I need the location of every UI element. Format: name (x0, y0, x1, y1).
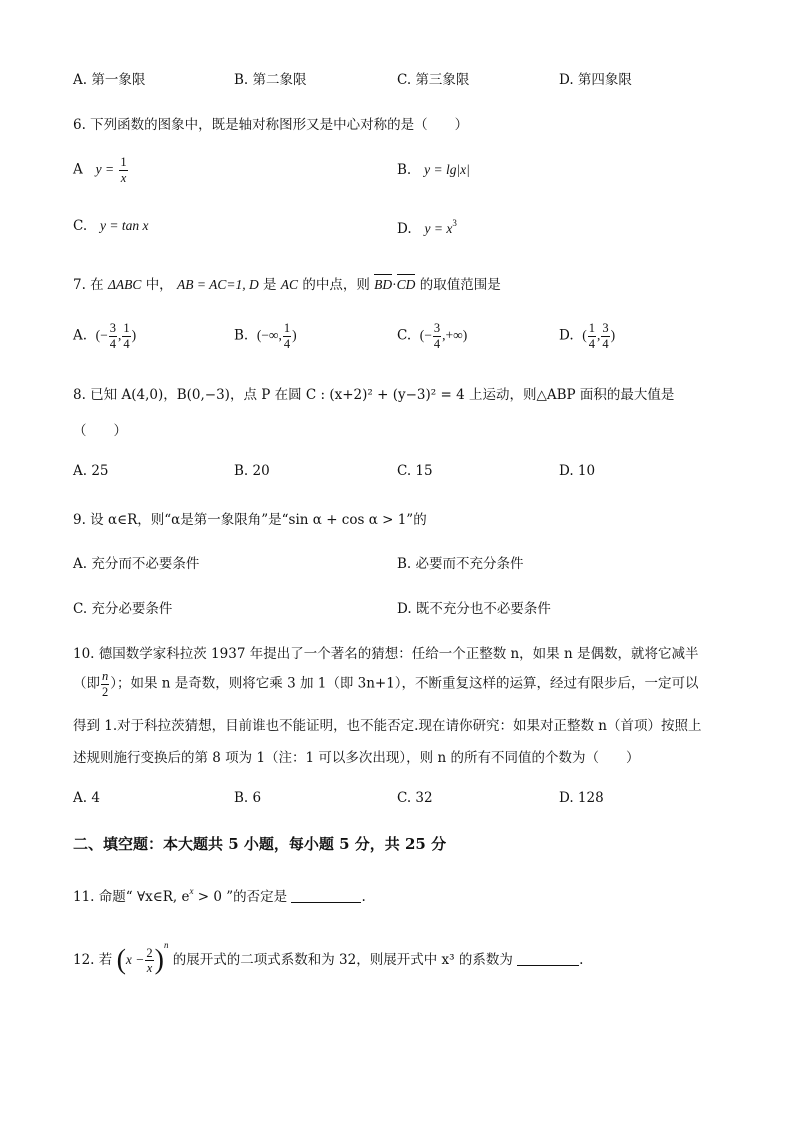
q6-option-d[interactable] (397, 218, 457, 237)
q7-suffix: 的取值范围是 (419, 277, 501, 293)
q7-c-close: ,+∞) (442, 327, 468, 343)
q7-option-d[interactable] (559, 322, 615, 350)
q7-vector-cd: CD (396, 277, 416, 292)
q8-answer-paren: （ ） (73, 423, 127, 439)
q6-a-fraction (119, 156, 127, 184)
q5-option-d[interactable]: D. 第四象限 (559, 72, 632, 88)
q7-option-b[interactable] (234, 322, 297, 350)
q6-option-b[interactable] (397, 162, 470, 178)
q7-d-close: ) (610, 327, 616, 343)
q7-d-label: D. (559, 327, 574, 344)
q12-left-paren: ( (116, 944, 126, 976)
q12-fraction (145, 947, 153, 975)
q11-pre: 11. 命题“ ∀x∈R, e (73, 889, 190, 905)
q10-option-b[interactable]: B. 6 (234, 790, 262, 806)
q6-b-label: B. (397, 162, 412, 178)
q6-a-lhs: y = (95, 161, 115, 177)
q7-a-n2: 1 (123, 321, 130, 335)
q7-stem (73, 273, 501, 293)
q8-option-c[interactable]: C. 15 (397, 463, 433, 479)
q10-option-c[interactable]: C. 32 (397, 790, 433, 806)
q7-mid3: 的中点，则 (302, 277, 370, 293)
q7-a-d2: 4 (123, 336, 130, 351)
q7-b-close: ) (292, 327, 297, 343)
q7-a-open: (− (95, 327, 108, 343)
q8-option-a[interactable]: A. 25 (73, 463, 109, 479)
q8-stem: 8. 已知 A(4,0)，B(0,−3)，点 P 在圆 C : (x+2)² + (y−3)² = 4 上运动，则△ABP 面积的最大值是 (73, 387, 675, 403)
q7-triangle: ΔABC (107, 277, 142, 292)
q6-c-expr: y = tan x (100, 218, 149, 233)
q7-b-label: B. (234, 327, 249, 344)
q8-option-b[interactable]: B. 20 (234, 463, 270, 479)
q11-stem (73, 885, 366, 905)
q12-frac-num: 2 (146, 945, 153, 960)
q9-stem: 9. 设 α∈R，则“α是第一象限角”是“sin α + cos α > 1”的 (73, 512, 427, 528)
q7-dot: · (392, 277, 397, 292)
q9-option-a[interactable]: A. 充分而不必要条件 (73, 556, 200, 572)
q6-a-label: A (73, 161, 83, 178)
q10-line-4: 述规则施行变换后的第 8 项为 1（注：1 可以多次出现），则 n 的所有不同值的个数为（ ） (73, 750, 640, 766)
q6-c-label: C. (73, 218, 88, 234)
q7-b-n: 1 (283, 321, 291, 335)
q5-option-c[interactable]: C. 第三象限 (397, 72, 470, 88)
q8-option-d[interactable]: D. 10 (559, 463, 596, 479)
q12-pre: 12. 若 (73, 952, 113, 968)
q7-c-n: 3 (433, 321, 441, 335)
q7-ac: AC (280, 277, 299, 292)
q10-line-1: 10. 德国数学家科拉茨 1937 年提出了一个著名的猜想：任给一个正整数 n，如果 n 是偶数，就将它减半 (73, 646, 699, 662)
q12-end: . (579, 952, 584, 968)
q12-binomial-x: x − (125, 952, 145, 967)
q7-prefix: 7. 在 (73, 277, 104, 293)
q10-option-d[interactable]: D. 128 (559, 790, 604, 806)
q11-end: . (361, 889, 366, 905)
q6-option-a[interactable] (73, 156, 129, 184)
q12-stem (73, 940, 583, 975)
q6-d-exp: 3 (452, 218, 457, 228)
q7-c-label: C. (397, 327, 412, 344)
q7-c-open: (− (419, 327, 432, 343)
q7-c-frac (433, 322, 441, 350)
q7-mid1: 中， (145, 277, 173, 293)
q10-frac-den: 2 (102, 684, 109, 699)
q10-line2-post: ）；如果 n 是奇数，则将它乘 3 加 1（即 3n+1），不断重复这样的运算，经过有限步后，一定可以 (110, 675, 699, 692)
q6-d-label: D. (397, 221, 412, 237)
q6-option-c[interactable] (73, 218, 149, 234)
q7-d-n1: 1 (588, 321, 595, 335)
q10-line-3: 得到 1.对于科拉茨猜想，目前谁也不能证明，也不能否定.现在请你研究：如果对正整数 n（首项）按照上 (73, 718, 702, 734)
q6-b-expr: y = lg|x| (424, 162, 470, 177)
q5-option-b[interactable]: B. 第二象限 (234, 72, 307, 88)
q7-b-d: 4 (283, 336, 291, 351)
q10-frac-num: n (102, 669, 109, 683)
q12-frac-den: x (146, 961, 153, 975)
q7-d-frac2 (601, 322, 609, 350)
q7-b-open: (−∞, (256, 327, 282, 343)
q6-a-num: 1 (120, 155, 127, 169)
q7-condition: AB = AC=1, D (176, 277, 259, 292)
q7-d-d2: 4 (602, 336, 609, 351)
q7-d-n2: 3 (602, 321, 609, 335)
q7-option-c[interactable] (397, 322, 467, 350)
q10-line2-pre: （即 (73, 675, 100, 692)
q7-a-frac1 (109, 322, 117, 350)
q7-mid2: 是 (263, 277, 277, 293)
q7-a-close: ) (131, 327, 137, 343)
q7-option-a[interactable] (73, 322, 136, 350)
q10-line-2 (73, 670, 699, 698)
q12-post: 的展开式的二项式系数和为 32，则展开式中 x³ 的系数为 (172, 952, 513, 968)
q6-a-den: x (120, 170, 127, 185)
q7-vector-bd: BD (374, 277, 393, 292)
q10-half-fraction (101, 670, 109, 698)
q7-b-frac (283, 322, 291, 350)
q9-option-c[interactable]: C. 充分必要条件 (73, 601, 173, 617)
q6-stem: 6. 下列函数的图象中，既是轴对称图形又是中心对称的是（ ） (73, 117, 469, 133)
q11-answer-blank[interactable] (291, 890, 361, 903)
q5-option-a[interactable]: A. 第一象限 (73, 72, 146, 88)
q7-a-frac2 (122, 322, 130, 350)
q11-exponent: x (189, 886, 194, 896)
q7-d-d1: 4 (588, 336, 595, 351)
q12-answer-blank[interactable] (517, 953, 579, 966)
q7-d-sep: , (596, 327, 601, 343)
q12-exponent: n (163, 940, 169, 950)
q9-option-b[interactable]: B. 必要而不充分条件 (397, 556, 524, 572)
q11-post: > 0 ”的否定是 (193, 889, 288, 905)
q9-option-d[interactable]: D. 既不充分也不必要条件 (397, 601, 551, 617)
q7-d-frac1 (588, 322, 596, 350)
q7-a-n1: 3 (109, 321, 116, 335)
q7-a-label: A. (73, 327, 88, 344)
q7-c-d: 4 (433, 336, 441, 351)
q10-option-a[interactable]: A. 4 (73, 790, 100, 806)
q6-d-lhs: y = x (424, 221, 453, 236)
q7-a-sep: , (118, 327, 122, 343)
section-2-heading: 二、填空题：本大题共 5 小题，每小题 5 分，共 25 分 (73, 835, 447, 853)
q7-a-d1: 4 (109, 336, 116, 351)
q12-right-paren: ) (154, 944, 164, 976)
q7-d-open: ( (582, 327, 587, 343)
